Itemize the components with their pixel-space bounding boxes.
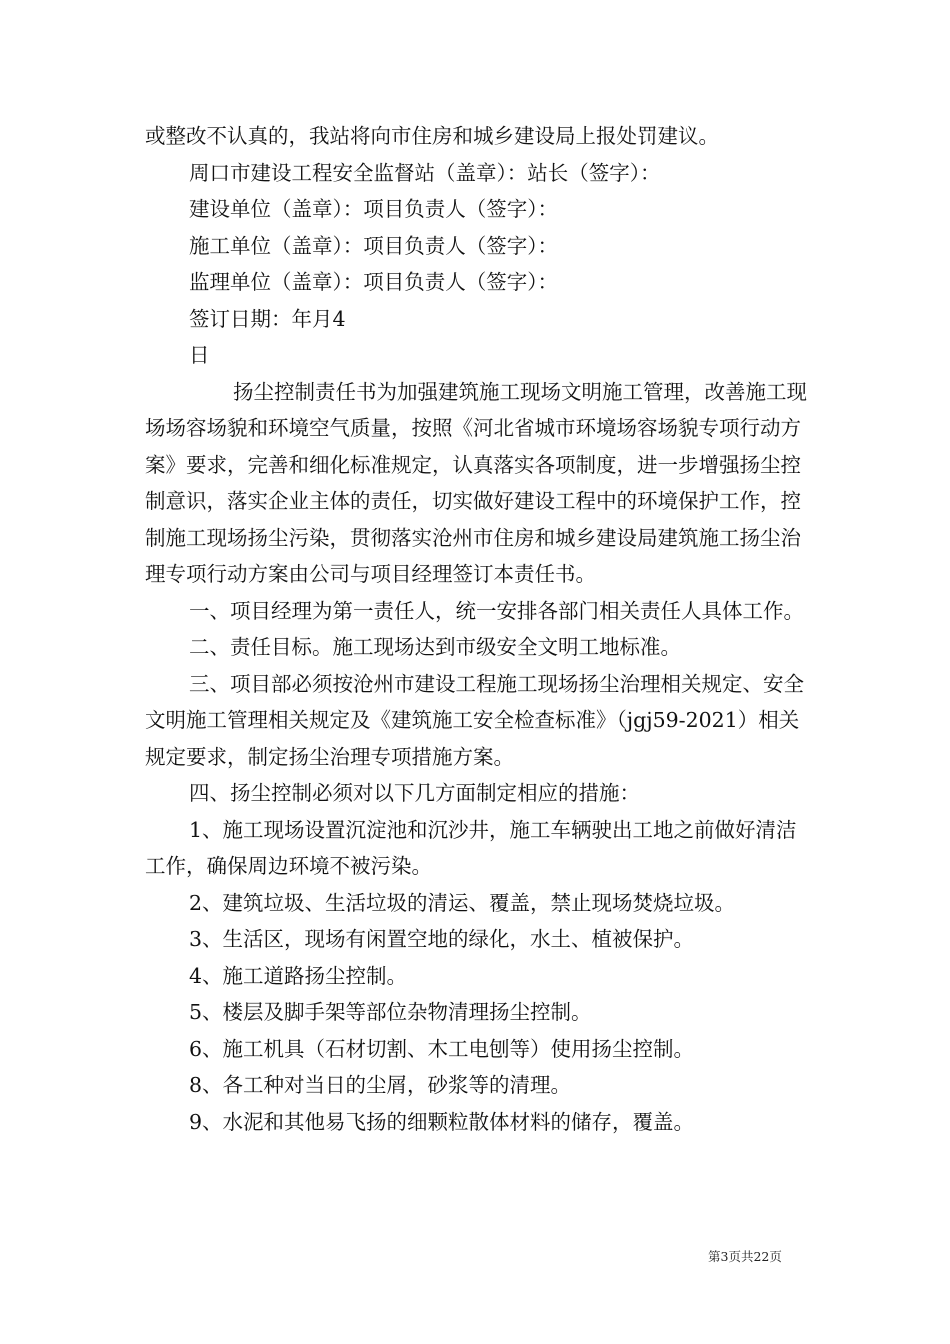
signing-date-day: 日 (189, 343, 210, 367)
signature-line-station: 周口市建设工程安全监督站（盖章）：站长（签字）： (189, 160, 661, 185)
measure-3: 3、生活区，现场有闲置空地的绿化，水土、植被保护。 (189, 927, 695, 951)
paragraph-intro: 扬尘控制责任书为加强建筑施工现场文明施工管理，改善施工现场场容场貌和环境空气质量，按照《河北省城市环境场容场貌专项行动方案》要求，完善和细化标准规定，认真落实各项制度，进一步增强扬尘控制意识，落实企业主体的责任，切实做好建设工程中的环境保护工作，控制施工现场扬尘污染，贯彻落实沧州市住房和城乡建设局建筑施工扬尘治理专项行动方案由公司与项目经理签订本责任书。 (145, 379, 807, 586)
measure-1: 1、施工现场设置沉淀池和沉沙井，施工车辆驶出工地之前做好清洁工作，确保周边环境不被污染。 (145, 817, 797, 878)
measure-5: 5、楼层及脚手架等部位杂物清理扬尘控制。 (189, 1000, 592, 1024)
document-body (145, 118, 817, 1140)
signature-line-supervision-unit: 监理单位（盖章）：项目负责人（签字）： (189, 270, 558, 294)
clause-3: 三、项目部必须按沧州市建设工程施工现场扬尘治理相关规定、安全文明施工管理相关规定及《建筑施工安全检查标准》（jgj59-2021）相关规定要求，制定扬尘治理专项措施方案。 (145, 671, 804, 769)
measure-9: 9、水泥和其他易飞扬的细颗粒散体材料的储存，覆盖。 (189, 1109, 695, 1134)
measure-2: 2、建筑垃圾、生活垃圾的清运、覆盖，禁止现场焚烧垃圾。 (189, 890, 736, 915)
page-number: 第3页共22页 (708, 1249, 782, 1264)
signature-line-build-unit: 建设单位（盖章）：项目负责人（签字）： (189, 197, 558, 221)
measure-4: 4、施工道路扬尘控制。 (189, 963, 408, 988)
measure-8: 8、各工种对当日的尘屑，砂浆等的清理。 (189, 1073, 572, 1097)
signature-line-construction-unit: 施工单位（盖章）：项目负责人（签字）： (189, 233, 558, 258)
clause-1: 一、项目经理为第一责任人，统一安排各部门相关责任人具体工作。 (189, 598, 804, 623)
clause-2: 二、责任目标。施工现场达到市级安全文明工地标准。 (189, 635, 681, 659)
measure-6: 6、施工机具（石材切割、木工电刨等）使用扬尘控制。 (189, 1036, 695, 1061)
clause-4: 四、扬尘控制必须对以下几方面制定相应的措施： (189, 781, 640, 805)
paragraph-continuation: 或整改不认真的，我站将向市住房和城乡建设局上报处罚建议。 (145, 124, 719, 148)
signing-date: 签订日期：年月4 (189, 306, 346, 331)
